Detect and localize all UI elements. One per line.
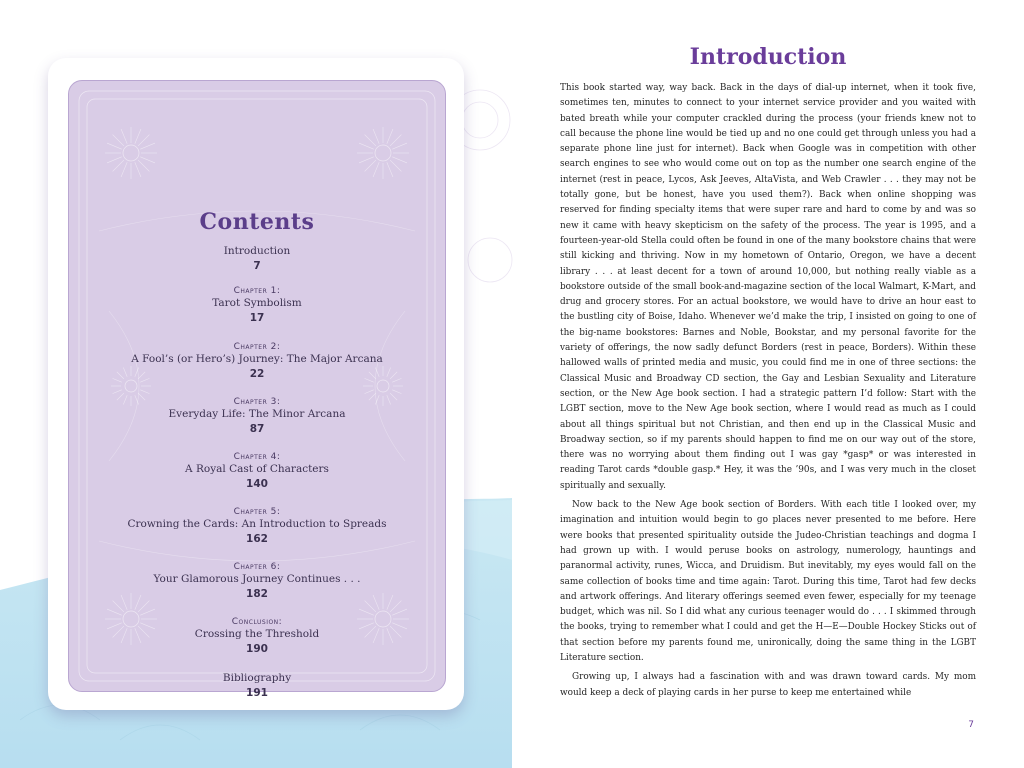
decor-ray (140, 157, 155, 163)
toc-entry-bibliography[interactable] (69, 671, 445, 701)
decor-ray (390, 135, 401, 146)
contents-card (48, 58, 464, 710)
toc-entry-chapter-2[interactable] (69, 342, 445, 382)
decor-ray (135, 162, 141, 177)
body-paragraph: Growing up, I always had a fascination with and was drawn toward cards. My mom would keep a deck of playing cards in her purse to keep me entertained while (560, 672, 976, 698)
toc-entry-title: Crowning the Cards: An Introduction to Spreads (127, 518, 387, 530)
toc-entry-chapter-5[interactable] (69, 507, 445, 547)
decor-ray (121, 162, 127, 177)
decor-ray (392, 390, 401, 394)
toc-entry-label: Chapter 1: (233, 286, 281, 296)
decor-ray (140, 609, 155, 615)
decor-ray (107, 143, 122, 149)
right-page (512, 0, 1024, 768)
decor-ray (365, 135, 376, 146)
toc-entry-page: 190 (246, 643, 268, 655)
decor-ray (365, 160, 376, 171)
toc-entry-title: A Fool’s (or Hero’s) Journey: The Major Arcana (131, 353, 383, 365)
toc-entry-chapter-3[interactable] (69, 397, 445, 437)
toc-entry-title: Everyday Life: The Minor Arcana (168, 408, 346, 420)
decor-ray (390, 601, 401, 612)
toc-entry-label: Chapter 2: (233, 342, 281, 352)
toc-entry-title: Your Glamorous Journey Continues . . . (153, 573, 361, 585)
decor-ray (359, 609, 374, 615)
decor-ray (373, 129, 379, 144)
decor-ray (138, 135, 149, 146)
page-number: 7 (968, 720, 974, 730)
decor-ray (121, 129, 127, 144)
body-paragraph: This book started way, way back. Back in the days of dial-up internet, when it took five, sometimes ten, minutes to connect to your internet service provider and you waited with bated breath while your computer crackled during the process (your friends knew not to call because the phone line would be tied up and no one could get through unless you had a separate phone line just for internet). Back when Google was in competition with other search engines to see who would come out on top as the number one search engine of the internet (rest in peace, Lycos, Ask Jeeves, AltaVista, and Web Crawler . . . they may not be totally gone, but be honest, have you used them?). Back when online shopping was reserved for finding specialty items that were super rare and hard to come by and was so new it came with heavy skepticism on the safety of the process. The year is 1995, and a fourteen-year-old Stella could often be found in one of the many bookstore chains that were still kicking and thriving. Now in my hometown of Ontario, Oregon, we have a decent library . . . at least decent for a town of around 10,000, but nothing really viable as a bookstore outside of the small book-and-magazine section of the local Walmart, K-Mart, and drug and grocery stores. For an actual bookstore, we would have to drive an hour east to the bustling city of Boise, Idaho. Whenever we’d make the trip, I insisted on going to one of the big-name bookstores: Barnes and Noble, Bookstar, and my personal favorite for the variety of offerings, the now sadly defunct Borders (rest in peace, Borders). Within these hallowed walls of printed media and music, you could find me in one of three sections: the Classical Music and Broadway CD section, the Gay and Lesbian Sexuality and Literature section, or the New Age book section. I had a strategic pattern I’d follow: Start with the LGBT section, move to the New Age book section, where I would read as much as I could about all things spiritual but not Christian, and then end up in the Classical Music and Broadway section, so if my parents should happen to find me on our way out of the store, there was no worrying about them finding out I was gay *gasp* or was interested in reading Tarot cards *double gasp.* Hey, it was the ’90s, and I was very much in the closet spiritually and sexually. (560, 83, 976, 491)
toc-entry-title: A Royal Cast of Characters (185, 463, 329, 475)
decor-ray (390, 160, 401, 171)
decor-ray (138, 601, 149, 612)
decor-ray (140, 390, 149, 394)
decor-ray (387, 162, 393, 177)
decor-ray (392, 143, 407, 149)
toc-entry-page: 162 (246, 533, 268, 545)
contents-card-panel (68, 80, 446, 699)
toc-entry-label: Chapter 6: (233, 562, 281, 572)
toc-entry-title: Bibliography (222, 672, 292, 684)
toc-entry-label: Chapter 4: (233, 452, 281, 462)
decor-ray (365, 601, 376, 612)
decor-ray (140, 143, 155, 149)
decor-ray (138, 160, 149, 171)
toc-entry-chapter-4[interactable] (69, 452, 445, 492)
decor-ray (113, 390, 122, 394)
body-paragraph: Now back to the New Age book section of Borders. With each title I looked over, my imagination and intuition would begin to go places never presented to me before. Here were books that presented spirituality outside the Judeo-Christian teachings and dogma I had grown up with. I would peruse books on astrology, numerology, hauntings and paranormal activity, runes, Wicca, and Druidism. But inevitably, my eyes would fall on the same collection of books time and time again: Tarot. During this time, Tarot had few decks and artwork offerings. And literary offerings seemed even fewer, especially for my teenage budget, which was nil. So I did what any curious teenager would do . . . I skimmed through the books, trying to remember what I could and get the H—E—Double Hockey Sticks out of that section before my parents found me, unironically, doing the same thing in the LGBT Literature section. (560, 500, 976, 663)
toc-entry-label: Chapter 5: (233, 507, 281, 517)
decor-ray (392, 609, 407, 615)
toc-entry-page: 191 (246, 687, 268, 699)
toc-entry-page: 87 (249, 423, 265, 435)
introduction-heading: Introduction (689, 44, 847, 70)
decor-ray (373, 162, 379, 177)
decor-ray (387, 129, 393, 144)
decor-ray (392, 157, 407, 163)
decor-ray (135, 129, 141, 144)
decor-ray (359, 157, 374, 163)
toc-entry-page: 17 (249, 312, 265, 324)
toc-entry-title: Introduction (223, 245, 291, 257)
toc-entry-label: Conclusion: (231, 617, 283, 627)
toc-entry-label: Chapter 3: (233, 397, 281, 407)
toc-entry-introduction[interactable] (69, 244, 445, 274)
decor-ray (365, 390, 374, 394)
decor-ray (113, 160, 124, 171)
toc-entry-title: Crossing the Threshold (194, 628, 320, 640)
decor-ray (107, 157, 122, 163)
toc-entry-title: Tarot Symbolism (212, 297, 302, 309)
toc-entry-page: 22 (249, 368, 265, 380)
toc-entry-page: 7 (253, 260, 261, 272)
decor-ray (359, 143, 374, 149)
toc-entry-chapter-6[interactable] (69, 562, 445, 602)
decor-ray (107, 609, 122, 615)
introduction-body (560, 81, 976, 705)
toc-entry-page: 140 (246, 478, 268, 490)
toc-entry-chapter-1[interactable] (69, 286, 445, 326)
toc-entry-conclusion[interactable] (69, 617, 445, 657)
decor-ray (113, 135, 124, 146)
toc-entry-page: 182 (246, 588, 268, 600)
contents-title: Contents (199, 209, 315, 235)
decor-ray (113, 601, 124, 612)
